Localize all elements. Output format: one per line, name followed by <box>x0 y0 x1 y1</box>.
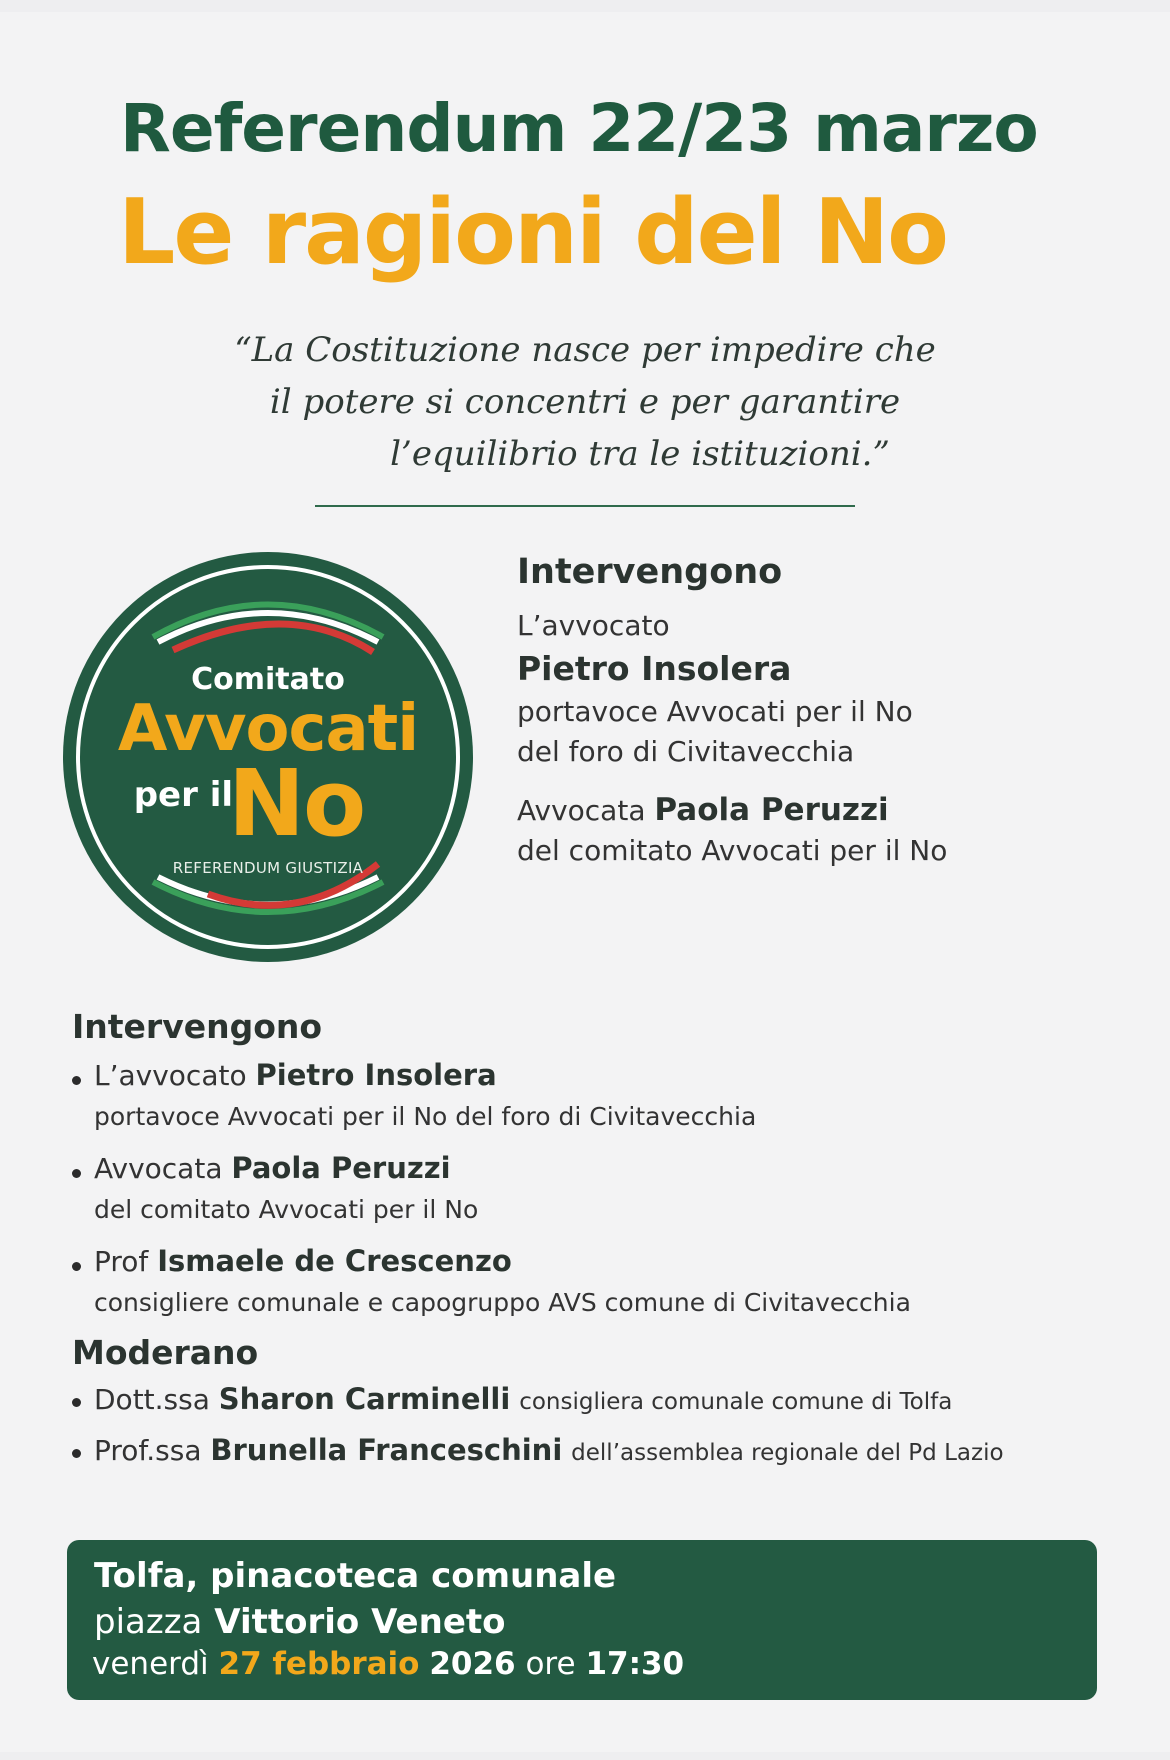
item-role: portavoce Avvocati per il No del foro di Civitavecchia <box>94 1102 757 1131</box>
logo-per-il: per il <box>133 775 233 815</box>
divider <box>315 505 855 507</box>
item-name: Brunella Franceschini <box>210 1433 563 1467</box>
title-referendum: Referendum 22/23 marzo <box>120 90 1038 167</box>
quote-line: “La Costituzione nasce per impedire che <box>234 330 936 370</box>
bullet-icon <box>72 1076 81 1085</box>
quote-line: l’equilibrio tra le istituzioni.” <box>390 434 890 474</box>
list-item <box>72 1147 1132 1230</box>
item-title: Avvocata <box>94 1152 223 1185</box>
bullet-icon <box>72 1169 81 1178</box>
item-name: Ismaele de Crescenzo <box>157 1244 512 1278</box>
speaker2-title: Avvocata <box>517 794 646 827</box>
item-role: consigliera comunale comune di Tolfa <box>519 1389 953 1415</box>
bullet-icon <box>72 1262 81 1271</box>
venue-address-prefix: piazza <box>94 1602 203 1642</box>
logo-comitato: Comitato <box>191 662 345 697</box>
venue-day: venerdì <box>92 1646 209 1682</box>
speaker2-line <box>517 790 1137 831</box>
item-name: Paola Peruzzi <box>231 1151 451 1185</box>
item-title: Dott.ssa <box>94 1383 210 1416</box>
item-title: Prof <box>94 1245 149 1278</box>
speaker1-role: del foro di Civitavecchia <box>517 735 855 768</box>
list-item <box>72 1240 1132 1323</box>
speaker2-role: del comitato Avvocati per il No <box>517 834 948 867</box>
venue-time: 17:30 <box>585 1646 685 1682</box>
poster <box>0 12 1170 1752</box>
venue-address-name: Vittorio Veneto <box>214 1602 506 1642</box>
list-heading: Intervengono <box>72 1007 323 1046</box>
item-role: consigliere comunale e capogruppo AVS comune di Civitavecchia <box>94 1288 911 1317</box>
list-item <box>72 1054 1132 1137</box>
speakers-list <box>72 1007 1132 1486</box>
item-title: Prof.ssa <box>94 1434 202 1467</box>
quote-line: il potere si concentri e per garantire <box>269 382 901 422</box>
speakers-summary <box>517 552 1137 871</box>
logo-no: No <box>228 750 365 857</box>
logo-referendum: REFERENDUM GIUSTIZIA <box>172 859 364 877</box>
title-ragioni: Le ragioni del No <box>118 180 947 285</box>
logo-avvocati: Avvocati <box>117 692 419 766</box>
speakers-heading: Intervengono <box>517 552 783 592</box>
venue-year: 2026 <box>429 1646 516 1682</box>
venue-datetime <box>92 1646 684 1682</box>
venue-address <box>94 1602 506 1642</box>
speaker1-role: portavoce Avvocati per il No <box>517 695 913 728</box>
moderators-heading: Moderano <box>72 1333 259 1372</box>
venue-name: Tolfa, pinacoteca comunale <box>94 1556 617 1596</box>
comitato-logo <box>58 542 478 972</box>
item-title: L’avvocato <box>94 1059 247 1092</box>
moderator-item <box>72 1376 1132 1425</box>
item-name: Pietro Insolera <box>255 1058 497 1092</box>
bullet-icon <box>72 1398 81 1407</box>
venue-date: 27 febbraio <box>218 1646 420 1682</box>
speaker1-name: Pietro Insolera <box>517 649 792 688</box>
venue-ore: ore <box>525 1646 576 1682</box>
bullet-icon <box>72 1449 81 1458</box>
moderator-item <box>72 1427 1132 1476</box>
item-name: Sharon Carminelli <box>218 1382 511 1416</box>
item-role: del comitato Avvocati per il No <box>94 1195 479 1224</box>
quote <box>170 324 1000 480</box>
speaker1-title: L’avvocato <box>517 609 670 642</box>
venue-box <box>67 1540 1097 1700</box>
speaker2-name: Paola Peruzzi <box>654 792 889 828</box>
item-role: dell’assemblea regionale del Pd Lazio <box>571 1440 1004 1466</box>
